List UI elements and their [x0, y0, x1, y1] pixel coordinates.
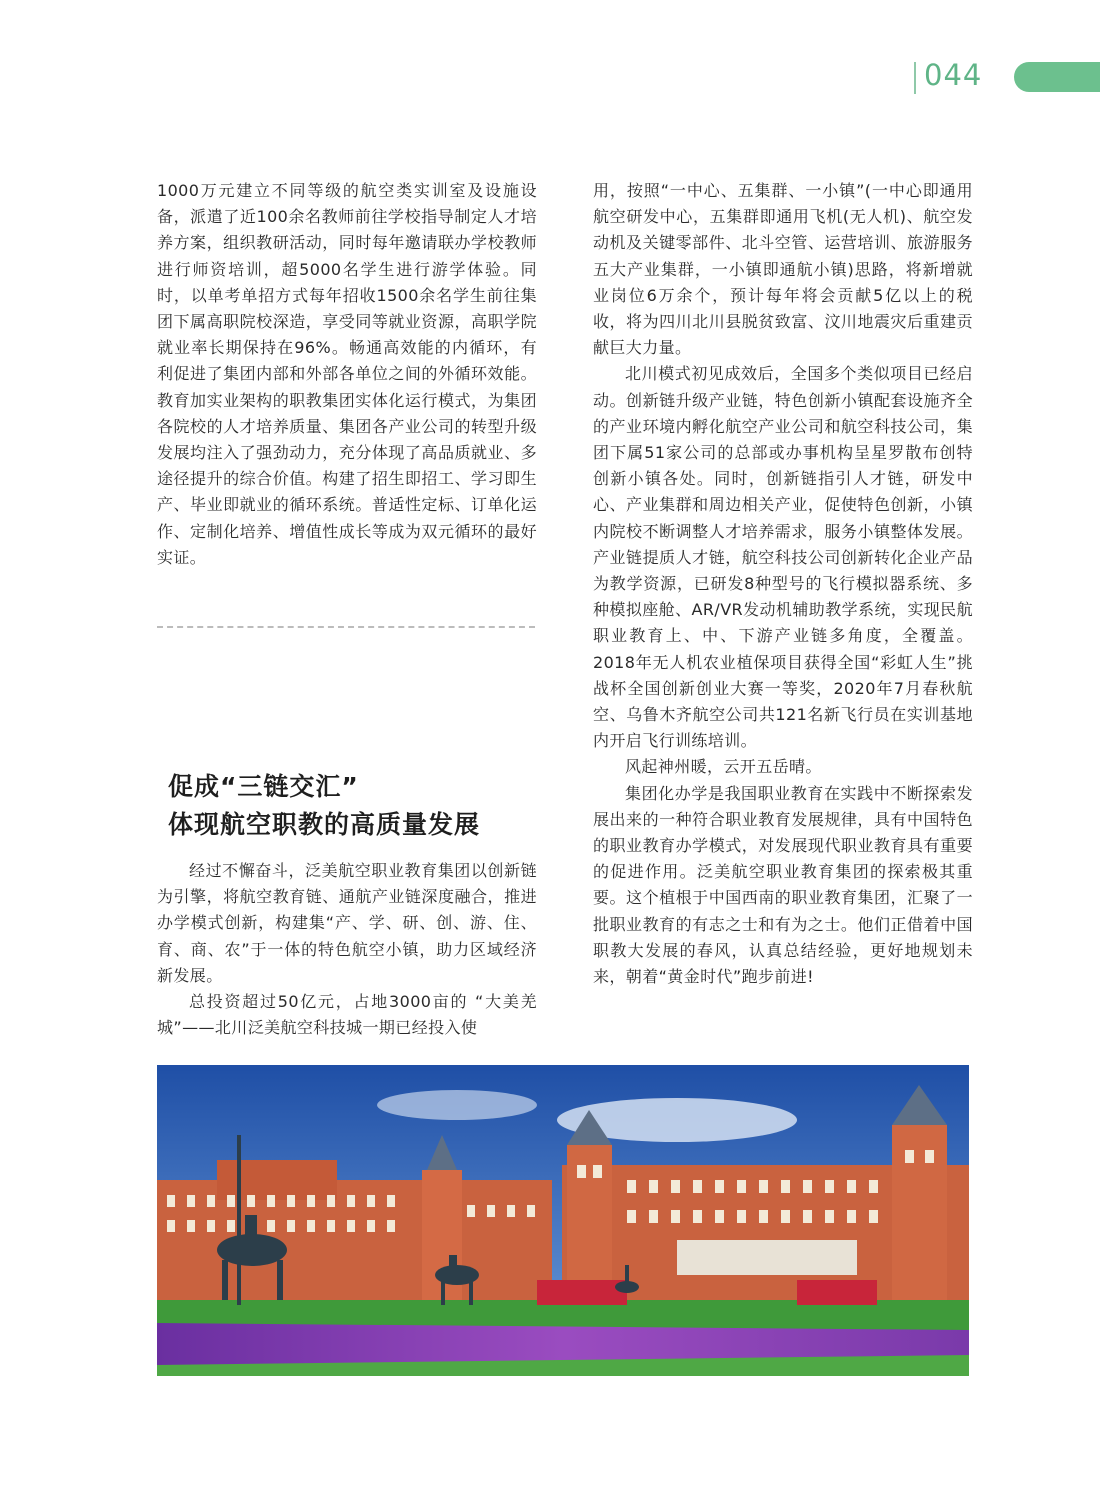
cloud — [377, 1090, 537, 1120]
heading-line-1: 促成“三链交汇” — [168, 772, 359, 801]
section-heading — [168, 768, 480, 844]
left-paragraph-2: 总投资超过50亿元，占地3000亩的 “大美羌城”——北川泛美航空科技城一期已经投入使 — [157, 992, 537, 1038]
left-column-top — [157, 178, 537, 571]
campus-photo — [157, 1065, 969, 1376]
red-flower-bed — [797, 1280, 877, 1305]
right-column — [593, 178, 973, 990]
page-number: 044 — [924, 58, 983, 92]
right-paragraph-4: 集团化办学是我国职业教育在实践中不断探索发展出来的一种符合职业教育发展规律，具有中国特色的职业教育办学模式，对发展现代职业教育具有重要的促进作用。泛美航空职业教育集团的探索极其重要。这个植根于中国西南的职业教育集团，汇聚了一批职业教育的有志之士和有为之士。他们正借着中国职教大发展的春风，认真总结经验，更好地规划未来，朝着“黄金时代”跑步前进! — [593, 783, 973, 987]
heading-line-2: 体现航空职教的高质量发展 — [168, 810, 481, 839]
page-tab-decoration — [1014, 62, 1100, 92]
red-flower-bed — [537, 1280, 627, 1305]
campus-photo-illustration — [157, 1065, 969, 1376]
left-column-bottom — [157, 858, 537, 1041]
left-paragraph-1: 经过不懈奋斗，泛美航空职业教育集团以创新链为引擎，将航空教育链、通航产业链深度融合，推进办学模式创新，构建集“产、学、研、创、游、住、育、商、农”于一体的特色航空小镇，助力区域经济新发展。 — [157, 861, 537, 985]
right-paragraph-3: 风起神州暖，云开五岳晴。 — [625, 757, 822, 777]
page-number-divider — [914, 62, 916, 94]
right-paragraph-2: 北川模式初见成效后，全国多个类似项目已经启动。创新链升级产业链，特色创新小镇配套设施齐全的产业环境内孵化航空产业公司和航空科技公司，集团下属51家公司的总部或办事机构呈星罗散布创特创新小镇各处。同时，创新链指引人才链，研发中心、产业集群和周边相关产业，促使特色创新，小镇内院校不断调整人才培养需求，服务小镇整体发展。产业链提质人才链，航空科技公司创新转化企业产品为教学资源，已研发8种型号的飞行模拟器系统、多种模拟座舱、AR/VR发动机辅助教学系统，实现民航职业教育上、中、下游产业链多角度，全覆盖。2018年无人机农业植保项目获得全国“彩虹人生”挑战杯全国创新创业大赛一等奖，2020年7月春秋航空、乌鲁木齐航空公司共121名新飞行员在实训基地内开启飞行训练培训。 — [593, 364, 973, 751]
section-divider — [157, 626, 535, 628]
right-paragraph-1: 用，按照“一中心、五集群、一小镇”(一中心即通用航空研发中心，五集群即通用飞机(无人机)、航空发动机及关键零部件、北斗空管、运营培训、旅游服务五大产业集群，一小镇即通航小镇)思路，将新增就业岗位6万余个，预计每年将会贡献5亿以上的税收，将为四川北川县脱贫致富、汶川地震灾后重建贡献巨大力量。 — [593, 181, 973, 358]
left-top-paragraph: 1000万元建立不同等级的航空类实训室及设施设备，派遣了近100余名教师前往学校指导制定人才培养方案，组织教研活动，同时每年邀请联办学校教师进行师资培训，超5000名学生进行游学体验。同时，以单考单招方式每年招收1500余名学生前往集团下属高职院校深造，享受同等就业资源，高职学院就业率长期保持在96%。畅通高效能的内循环，有利促进了集团内部和外部各单位之间的外循环效能。教育加实业架构的职教集团实体化运行模式，为集团各院校的人才培养质量、集团各产业公司的转型升级发展均注入了强劲动力，充分体现了高品质就业、多途径提升的综合价值。构建了招生即招工、学习即生产、毕业即就业的循环系统。普适性定标、订单化运作、定制化培养、增值性成长等成为双元循环的最好实证。 — [157, 181, 537, 567]
